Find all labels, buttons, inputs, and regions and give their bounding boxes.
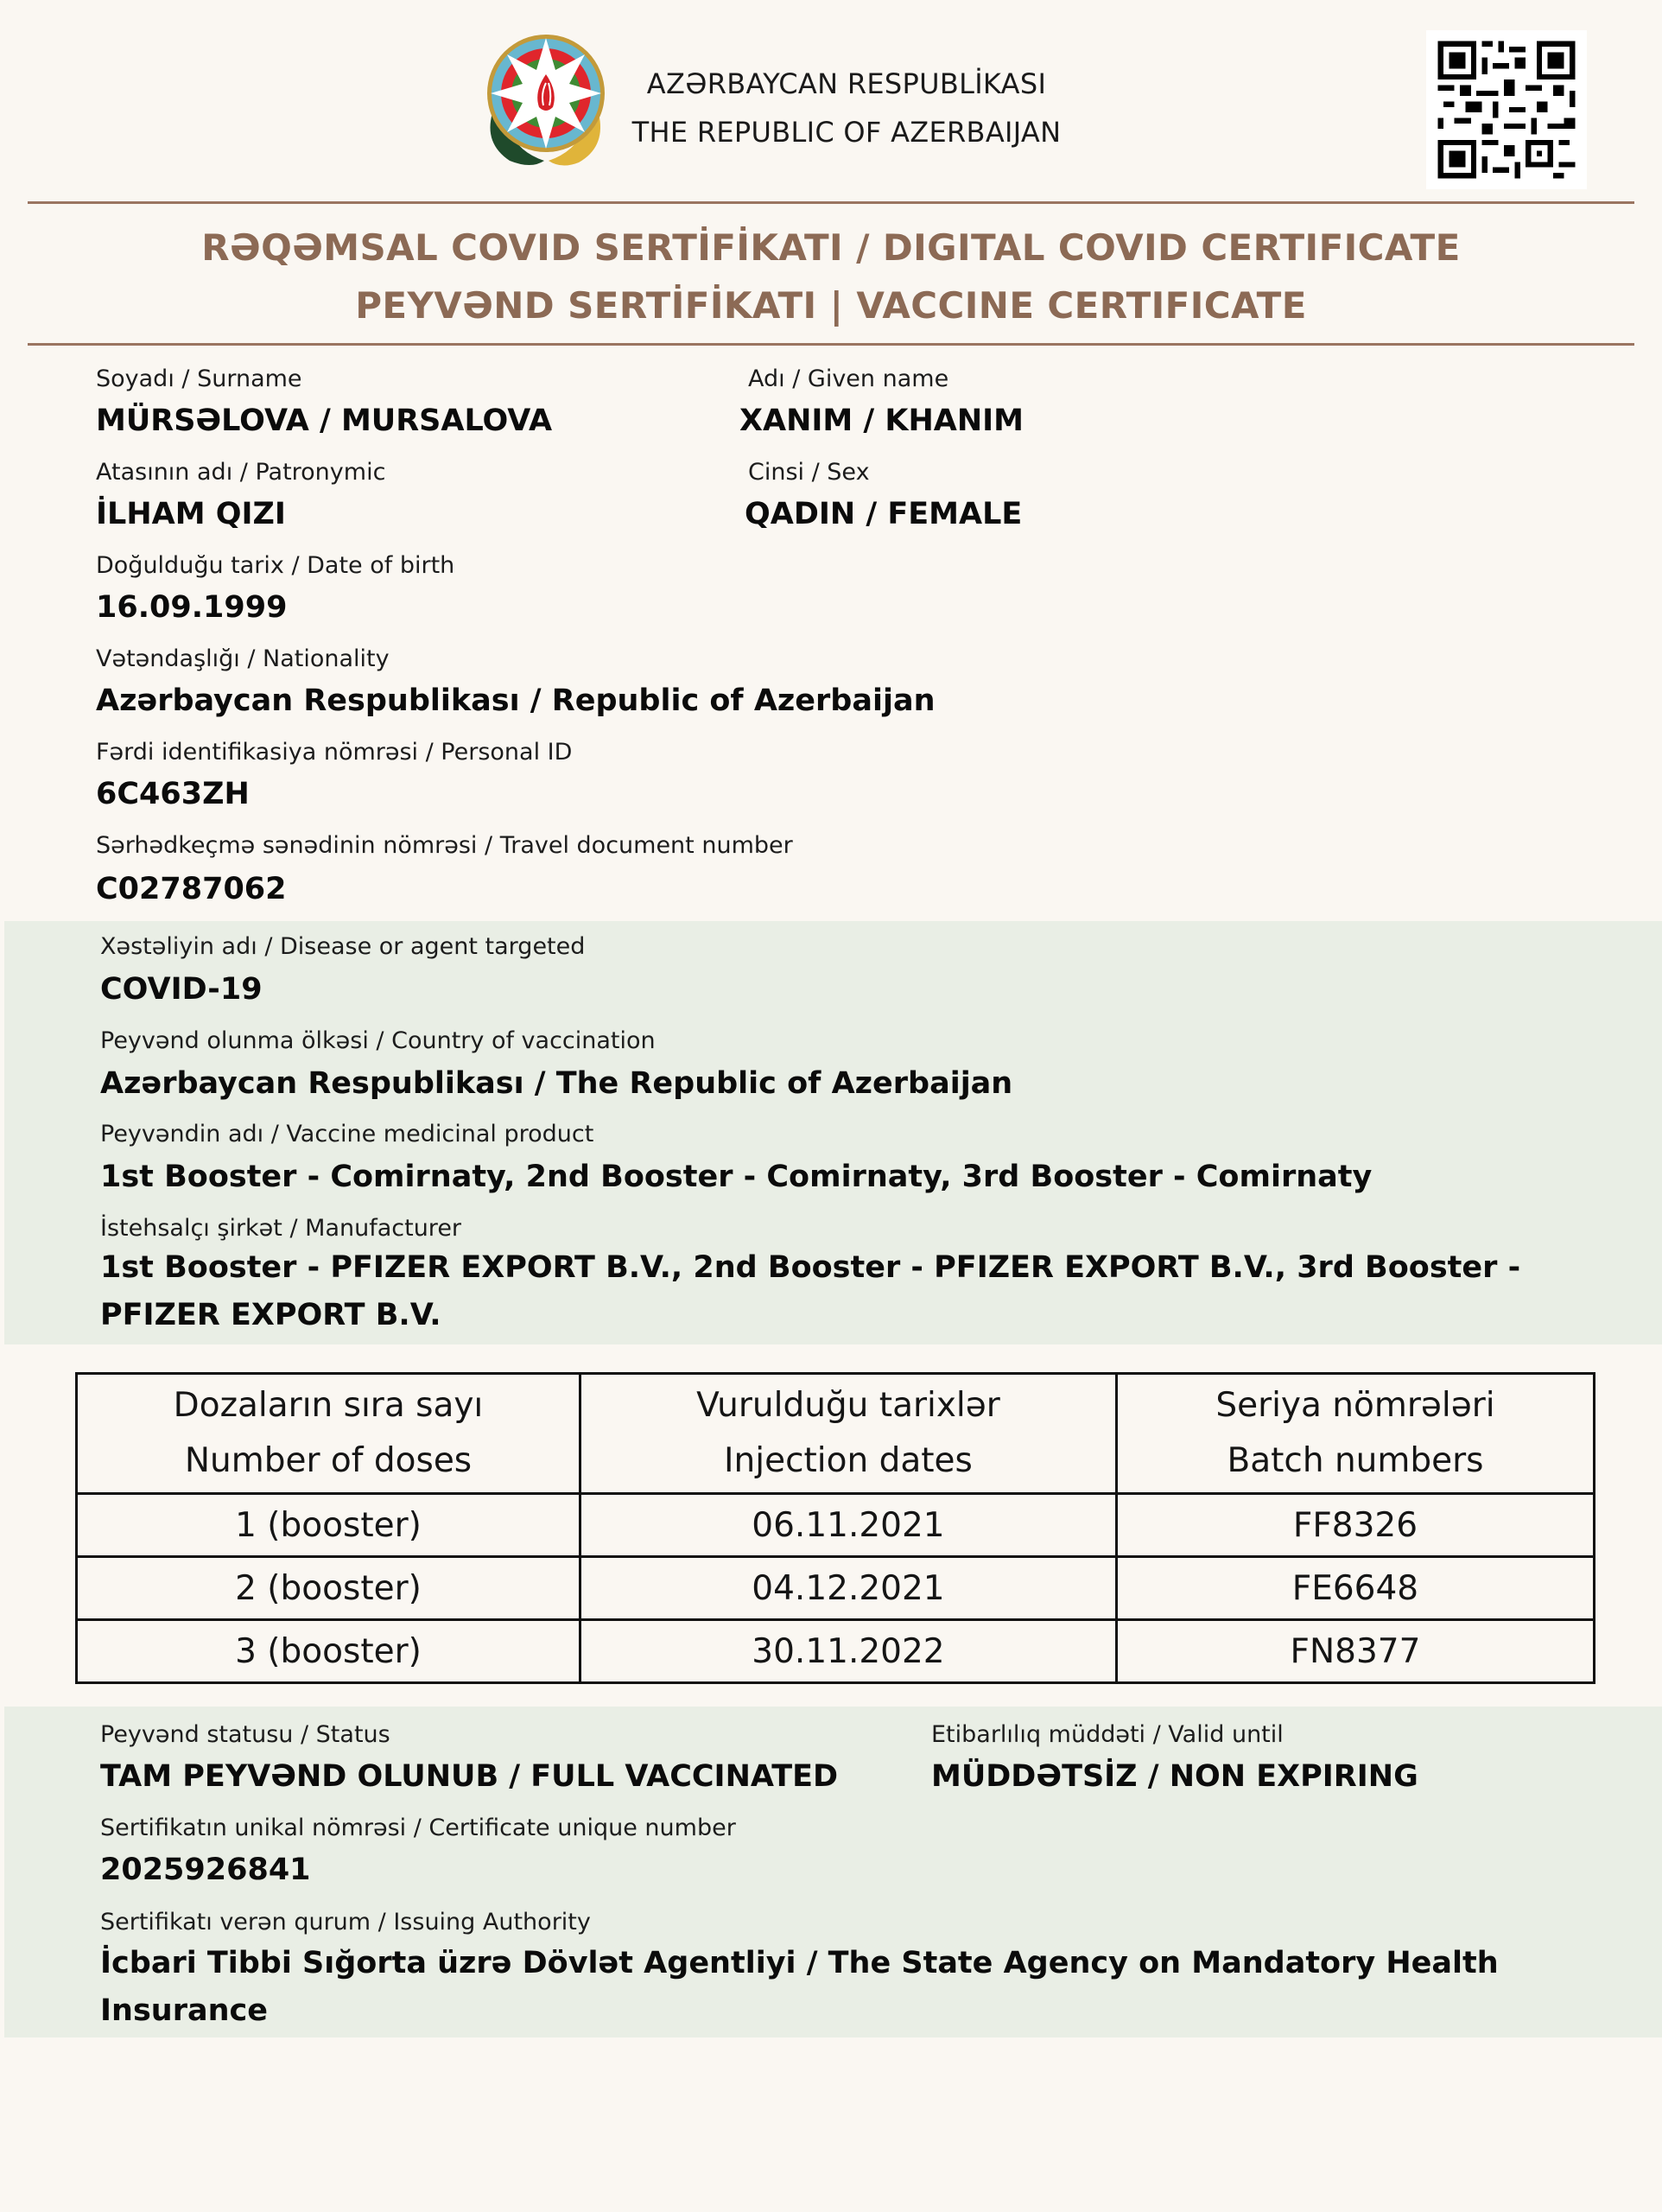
table-row [77, 1557, 1595, 1620]
personal-id-label: Fərdi identifikasiya nömrəsi / Personal ID [96, 739, 573, 766]
injection-date-cell: 30.11.2022 [580, 1620, 1116, 1683]
header-en: Batch numbers [1227, 1441, 1484, 1480]
divider-top [28, 201, 1634, 204]
injection-date-cell: 04.12.2021 [580, 1557, 1116, 1620]
disease-value: COVID-19 [100, 972, 263, 1007]
vaccination-country-label: Peyvənd olunma ölkəsi / Country of vaccination [100, 1027, 656, 1054]
disease-label: Xəstəliyin adı / Disease or agent targeted [100, 933, 586, 960]
issuer-label: Sertifikatı verən qurum / Issuing Authority [100, 1909, 591, 1936]
batch-number-cell: FE6648 [1116, 1557, 1594, 1620]
header-en: Injection dates [724, 1441, 973, 1480]
country-name-en: THE REPUBLIC OF AZERBAIJAN [631, 116, 1062, 149]
patronymic-label: Atasının adı / Patronymic [96, 459, 386, 486]
valid-until-label: Etibarlılıq müddəti / Valid until [931, 1721, 1284, 1748]
surname-label: Soyadı / Surname [96, 365, 302, 392]
vaccine-product-label: Peyvəndin adı / Vaccine medicinal product [100, 1121, 594, 1147]
surname-value: MÜRSƏLOVA / MURSALOVA [96, 404, 553, 438]
certificate-number-label: Sertifikatın unikal nömrəsi / Certificate unique number [100, 1815, 736, 1841]
travel-doc-label: Sərhədkeçmə sənədinin nömrəsi / Travel document number [96, 832, 793, 859]
header-az: Dozaların sıra sayı [173, 1386, 484, 1425]
nationality-label: Vətəndaşlığı / Nationality [96, 645, 390, 672]
manufacturer-value: 1st Booster - PFIZER EXPORT B.V., 2nd Booster - PFIZER EXPORT B.V., 3rd Booster - PFIZER EXPORT B.V. [100, 1250, 1521, 1332]
header-az: Vurulduğu tarixlər [696, 1386, 1000, 1425]
status-label: Peyvənd statusu / Status [100, 1721, 390, 1748]
header-en: Number of doses [184, 1441, 473, 1480]
status-value: TAM PEYVƏND OLUNUB / FULL VACCINATED [100, 1759, 839, 1794]
table-header-row [77, 1374, 1595, 1494]
header-number-of-doses [77, 1374, 580, 1494]
patronymic-value: İLHAM QIZI [96, 497, 286, 531]
certificate-title: RƏQƏMSAL COVID SERTİFİKATI / DIGITAL COVID CERTIFICATE [201, 226, 1461, 269]
given-name-label: Adı / Given name [748, 365, 949, 392]
issuer-value: İcbari Tibbi Sığorta üzrə Dövlət Agentliyi / The State Agency on Mandatory Health Insurance [100, 1946, 1499, 2028]
vaccination-country-value: Azərbaycan Respublikası / The Republic of Azerbaijan [100, 1066, 1013, 1101]
nationality-value: Azərbaycan Respublikası / Republic of Azerbaijan [96, 683, 936, 718]
valid-until-value: MÜDDƏTSİZ / NON EXPIRING [931, 1759, 1418, 1794]
certificate-subtitle: PEYVƏND SERTİFİKATI | VACCINE CERTIFICATE [355, 284, 1307, 327]
emblem-icon [484, 31, 608, 169]
batch-number-cell: FN8377 [1116, 1620, 1594, 1683]
dob-label: Doğulduğu tarix / Date of birth [96, 552, 455, 579]
table-row [77, 1494, 1595, 1557]
manufacturer-label: İstehsalçı şirkət / Manufacturer [100, 1215, 462, 1242]
given-name-value: XANIM / KHANIM [739, 404, 1024, 438]
travel-doc-value: C02787062 [96, 872, 287, 906]
dose-number-cell: 1 (booster) [77, 1494, 580, 1557]
header-injection-dates [580, 1374, 1116, 1494]
dose-number-cell: 2 (booster) [77, 1557, 580, 1620]
dose-number-cell: 3 (booster) [77, 1620, 580, 1683]
certificate-number-value: 2025926841 [100, 1853, 311, 1887]
header-az: Seriya nömrələri [1215, 1386, 1495, 1425]
sex-value: QADIN / FEMALE [745, 497, 1023, 531]
table-row [77, 1620, 1595, 1683]
personal-id-value: 6C463ZH [96, 777, 250, 811]
divider-bottom [28, 343, 1634, 346]
doses-table [75, 1372, 1595, 1684]
vaccine-product-value: 1st Booster - Comirnaty, 2nd Booster - Comirnaty, 3rd Booster - Comirnaty [100, 1160, 1373, 1194]
dob-value: 16.09.1999 [96, 590, 288, 625]
header-batch-numbers [1116, 1374, 1594, 1494]
qr-code-icon [1426, 30, 1587, 189]
batch-number-cell: FF8326 [1116, 1494, 1594, 1557]
sex-label: Cinsi / Sex [748, 459, 870, 486]
injection-date-cell: 06.11.2021 [580, 1494, 1116, 1557]
country-name-az: AZƏRBAYCAN RESPUBLİKASI [646, 67, 1047, 100]
